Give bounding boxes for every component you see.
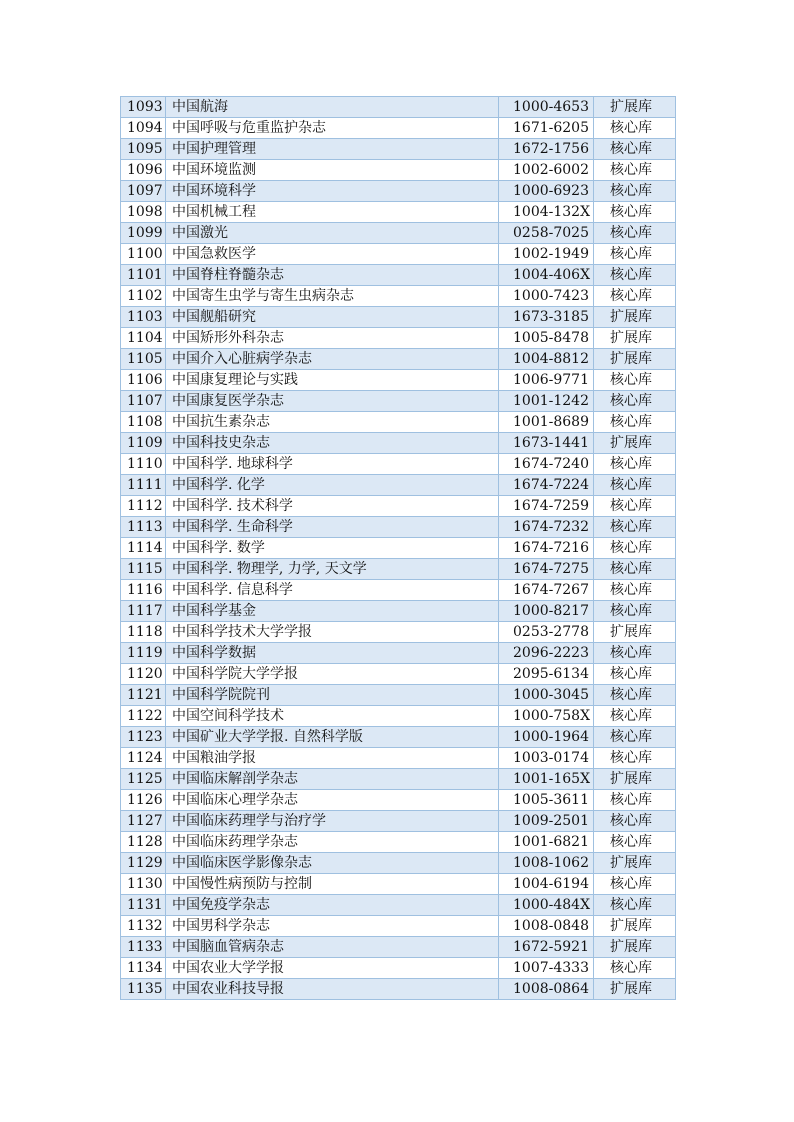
row-number-cell: 1120 bbox=[121, 664, 166, 685]
row-number-cell: 1121 bbox=[121, 685, 166, 706]
table-row bbox=[121, 391, 676, 412]
table-row bbox=[121, 601, 676, 622]
issn-cell: 1671-6205 bbox=[499, 118, 594, 139]
database-cell: 核心库 bbox=[594, 139, 676, 160]
journal-name-cell: 中国康复理论与实践 bbox=[166, 370, 499, 391]
journal-name-cell: 中国科学. 技术科学 bbox=[166, 496, 499, 517]
database-cell: 扩展库 bbox=[594, 307, 676, 328]
row-number-cell: 1132 bbox=[121, 916, 166, 937]
table-row bbox=[121, 286, 676, 307]
table-row bbox=[121, 160, 676, 181]
table-row bbox=[121, 538, 676, 559]
journal-name-cell: 中国慢性病预防与控制 bbox=[166, 874, 499, 895]
row-number-cell: 1118 bbox=[121, 622, 166, 643]
row-number-cell: 1105 bbox=[121, 349, 166, 370]
issn-cell: 1000-8217 bbox=[499, 601, 594, 622]
journal-name-cell: 中国环境监测 bbox=[166, 160, 499, 181]
journal-name-cell: 中国临床药理学杂志 bbox=[166, 832, 499, 853]
journal-name-cell: 中国科学. 地球科学 bbox=[166, 454, 499, 475]
journal-name-cell: 中国农业大学学报 bbox=[166, 958, 499, 979]
database-cell: 扩展库 bbox=[594, 769, 676, 790]
table-row bbox=[121, 454, 676, 475]
journal-name-cell: 中国科学. 物理学, 力学, 天文学 bbox=[166, 559, 499, 580]
database-cell: 核心库 bbox=[594, 664, 676, 685]
database-cell: 核心库 bbox=[594, 958, 676, 979]
database-cell: 扩展库 bbox=[594, 853, 676, 874]
table-row bbox=[121, 916, 676, 937]
table-row bbox=[121, 979, 676, 1000]
row-number-cell: 1128 bbox=[121, 832, 166, 853]
journal-name-cell: 中国介入心脏病学杂志 bbox=[166, 349, 499, 370]
table-row bbox=[121, 307, 676, 328]
issn-cell: 1008-0848 bbox=[499, 916, 594, 937]
row-number-cell: 1107 bbox=[121, 391, 166, 412]
table-row bbox=[121, 580, 676, 601]
table-row bbox=[121, 370, 676, 391]
row-number-cell: 1124 bbox=[121, 748, 166, 769]
issn-cell: 1004-6194 bbox=[499, 874, 594, 895]
table-row bbox=[121, 874, 676, 895]
row-number-cell: 1115 bbox=[121, 559, 166, 580]
table-row bbox=[121, 706, 676, 727]
database-cell: 核心库 bbox=[594, 874, 676, 895]
table-row bbox=[121, 496, 676, 517]
row-number-cell: 1104 bbox=[121, 328, 166, 349]
database-cell: 扩展库 bbox=[594, 97, 676, 118]
issn-cell: 2096-2223 bbox=[499, 643, 594, 664]
row-number-cell: 1134 bbox=[121, 958, 166, 979]
row-number-cell: 1112 bbox=[121, 496, 166, 517]
journal-name-cell: 中国舰船研究 bbox=[166, 307, 499, 328]
journal-list-body bbox=[121, 97, 676, 1000]
journal-name-cell: 中国临床心理学杂志 bbox=[166, 790, 499, 811]
database-cell: 核心库 bbox=[594, 160, 676, 181]
database-cell: 扩展库 bbox=[594, 622, 676, 643]
table-row bbox=[121, 433, 676, 454]
issn-cell: 1004-406X bbox=[499, 265, 594, 286]
table-row bbox=[121, 223, 676, 244]
row-number-cell: 1102 bbox=[121, 286, 166, 307]
database-cell: 核心库 bbox=[594, 223, 676, 244]
issn-cell: 1004-8812 bbox=[499, 349, 594, 370]
journal-name-cell: 中国科学. 生命科学 bbox=[166, 517, 499, 538]
row-number-cell: 1133 bbox=[121, 937, 166, 958]
journal-name-cell: 中国粮油学报 bbox=[166, 748, 499, 769]
table-row bbox=[121, 97, 676, 118]
table-row bbox=[121, 937, 676, 958]
issn-cell: 1674-7240 bbox=[499, 454, 594, 475]
table-row bbox=[121, 769, 676, 790]
database-cell: 扩展库 bbox=[594, 937, 676, 958]
table-row bbox=[121, 832, 676, 853]
database-cell: 核心库 bbox=[594, 706, 676, 727]
issn-cell: 0253-2778 bbox=[499, 622, 594, 643]
row-number-cell: 1126 bbox=[121, 790, 166, 811]
database-cell: 扩展库 bbox=[594, 349, 676, 370]
database-cell: 核心库 bbox=[594, 601, 676, 622]
database-cell: 核心库 bbox=[594, 244, 676, 265]
database-cell: 核心库 bbox=[594, 496, 676, 517]
journal-name-cell: 中国科学. 化学 bbox=[166, 475, 499, 496]
table-row bbox=[121, 202, 676, 223]
table-row bbox=[121, 622, 676, 643]
issn-cell: 1001-165X bbox=[499, 769, 594, 790]
issn-cell: 1000-6923 bbox=[499, 181, 594, 202]
database-cell: 核心库 bbox=[594, 412, 676, 433]
journal-name-cell: 中国寄生虫学与寄生虫病杂志 bbox=[166, 286, 499, 307]
row-number-cell: 1110 bbox=[121, 454, 166, 475]
row-number-cell: 1109 bbox=[121, 433, 166, 454]
database-cell: 核心库 bbox=[594, 559, 676, 580]
table-row bbox=[121, 328, 676, 349]
journal-name-cell: 中国农业科技导报 bbox=[166, 979, 499, 1000]
journal-name-cell: 中国科学数据 bbox=[166, 643, 499, 664]
journal-name-cell: 中国矫形外科杂志 bbox=[166, 328, 499, 349]
row-number-cell: 1095 bbox=[121, 139, 166, 160]
journal-name-cell: 中国科学院院刊 bbox=[166, 685, 499, 706]
journal-name-cell: 中国呼吸与危重监护杂志 bbox=[166, 118, 499, 139]
issn-cell: 1673-3185 bbox=[499, 307, 594, 328]
row-number-cell: 1114 bbox=[121, 538, 166, 559]
journal-name-cell: 中国抗生素杂志 bbox=[166, 412, 499, 433]
database-cell: 核心库 bbox=[594, 391, 676, 412]
row-number-cell: 1108 bbox=[121, 412, 166, 433]
issn-cell: 1005-8478 bbox=[499, 328, 594, 349]
database-cell: 核心库 bbox=[594, 811, 676, 832]
journal-name-cell: 中国科学院大学学报 bbox=[166, 664, 499, 685]
table-row bbox=[121, 811, 676, 832]
row-number-cell: 1094 bbox=[121, 118, 166, 139]
row-number-cell: 1097 bbox=[121, 181, 166, 202]
row-number-cell: 1096 bbox=[121, 160, 166, 181]
table-row bbox=[121, 790, 676, 811]
table-row bbox=[121, 244, 676, 265]
row-number-cell: 1116 bbox=[121, 580, 166, 601]
journal-name-cell: 中国康复医学杂志 bbox=[166, 391, 499, 412]
database-cell: 核心库 bbox=[594, 118, 676, 139]
row-number-cell: 1129 bbox=[121, 853, 166, 874]
row-number-cell: 1099 bbox=[121, 223, 166, 244]
issn-cell: 0258-7025 bbox=[499, 223, 594, 244]
row-number-cell: 1098 bbox=[121, 202, 166, 223]
table-row bbox=[121, 958, 676, 979]
issn-cell: 1001-6821 bbox=[499, 832, 594, 853]
issn-cell: 1003-0174 bbox=[499, 748, 594, 769]
database-cell: 核心库 bbox=[594, 643, 676, 664]
issn-cell: 2095-6134 bbox=[499, 664, 594, 685]
issn-cell: 1000-7423 bbox=[499, 286, 594, 307]
journal-name-cell: 中国环境科学 bbox=[166, 181, 499, 202]
journal-list-table bbox=[120, 96, 676, 1000]
row-number-cell: 1100 bbox=[121, 244, 166, 265]
table-row bbox=[121, 517, 676, 538]
issn-cell: 1006-9771 bbox=[499, 370, 594, 391]
journal-name-cell: 中国科学. 数学 bbox=[166, 538, 499, 559]
database-cell: 核心库 bbox=[594, 181, 676, 202]
journal-name-cell: 中国激光 bbox=[166, 223, 499, 244]
row-number-cell: 1111 bbox=[121, 475, 166, 496]
database-cell: 核心库 bbox=[594, 454, 676, 475]
issn-cell: 1005-3611 bbox=[499, 790, 594, 811]
table-row bbox=[121, 685, 676, 706]
issn-cell: 1008-0864 bbox=[499, 979, 594, 1000]
issn-cell: 1000-4653 bbox=[499, 97, 594, 118]
journal-name-cell: 中国航海 bbox=[166, 97, 499, 118]
database-cell: 核心库 bbox=[594, 202, 676, 223]
issn-cell: 1007-4333 bbox=[499, 958, 594, 979]
journal-name-cell: 中国男科学杂志 bbox=[166, 916, 499, 937]
journal-name-cell: 中国免疫学杂志 bbox=[166, 895, 499, 916]
journal-name-cell: 中国急救医学 bbox=[166, 244, 499, 265]
database-cell: 核心库 bbox=[594, 286, 676, 307]
database-cell: 扩展库 bbox=[594, 328, 676, 349]
row-number-cell: 1093 bbox=[121, 97, 166, 118]
table-row bbox=[121, 643, 676, 664]
database-cell: 核心库 bbox=[594, 517, 676, 538]
database-cell: 扩展库 bbox=[594, 979, 676, 1000]
issn-cell: 1004-132X bbox=[499, 202, 594, 223]
row-number-cell: 1117 bbox=[121, 601, 166, 622]
issn-cell: 1674-7267 bbox=[499, 580, 594, 601]
issn-cell: 1000-484X bbox=[499, 895, 594, 916]
table-row bbox=[121, 412, 676, 433]
database-cell: 核心库 bbox=[594, 370, 676, 391]
issn-cell: 1674-7275 bbox=[499, 559, 594, 580]
table-row bbox=[121, 559, 676, 580]
table-row bbox=[121, 265, 676, 286]
journal-name-cell: 中国脊柱脊髓杂志 bbox=[166, 265, 499, 286]
journal-name-cell: 中国科学. 信息科学 bbox=[166, 580, 499, 601]
database-cell: 核心库 bbox=[594, 727, 676, 748]
journal-name-cell: 中国科学技术大学学报 bbox=[166, 622, 499, 643]
journal-name-cell: 中国临床药理学与治疗学 bbox=[166, 811, 499, 832]
table-row bbox=[121, 664, 676, 685]
row-number-cell: 1127 bbox=[121, 811, 166, 832]
database-cell: 核心库 bbox=[594, 832, 676, 853]
issn-cell: 1002-6002 bbox=[499, 160, 594, 181]
journal-name-cell: 中国脑血管病杂志 bbox=[166, 937, 499, 958]
row-number-cell: 1130 bbox=[121, 874, 166, 895]
issn-cell: 1674-7224 bbox=[499, 475, 594, 496]
journal-name-cell: 中国科学基金 bbox=[166, 601, 499, 622]
database-cell: 核心库 bbox=[594, 895, 676, 916]
issn-cell: 1008-1062 bbox=[499, 853, 594, 874]
issn-cell: 1672-1756 bbox=[499, 139, 594, 160]
journal-name-cell: 中国科技史杂志 bbox=[166, 433, 499, 454]
journal-name-cell: 中国矿业大学学报. 自然科学版 bbox=[166, 727, 499, 748]
journal-name-cell: 中国护理管理 bbox=[166, 139, 499, 160]
issn-cell: 1674-7232 bbox=[499, 517, 594, 538]
issn-cell: 1674-7216 bbox=[499, 538, 594, 559]
issn-cell: 1000-1964 bbox=[499, 727, 594, 748]
table-row bbox=[121, 475, 676, 496]
table-row bbox=[121, 727, 676, 748]
journal-name-cell: 中国临床解剖学杂志 bbox=[166, 769, 499, 790]
database-cell: 核心库 bbox=[594, 685, 676, 706]
issn-cell: 1001-1242 bbox=[499, 391, 594, 412]
row-number-cell: 1125 bbox=[121, 769, 166, 790]
table-row bbox=[121, 349, 676, 370]
table-row bbox=[121, 895, 676, 916]
database-cell: 核心库 bbox=[594, 475, 676, 496]
journal-name-cell: 中国临床医学影像杂志 bbox=[166, 853, 499, 874]
issn-cell: 1002-1949 bbox=[499, 244, 594, 265]
row-number-cell: 1131 bbox=[121, 895, 166, 916]
issn-cell: 1672-5921 bbox=[499, 937, 594, 958]
row-number-cell: 1106 bbox=[121, 370, 166, 391]
table-row bbox=[121, 118, 676, 139]
table-row bbox=[121, 853, 676, 874]
issn-cell: 1009-2501 bbox=[499, 811, 594, 832]
database-cell: 核心库 bbox=[594, 748, 676, 769]
row-number-cell: 1113 bbox=[121, 517, 166, 538]
row-number-cell: 1101 bbox=[121, 265, 166, 286]
table-row bbox=[121, 139, 676, 160]
database-cell: 核心库 bbox=[594, 580, 676, 601]
row-number-cell: 1135 bbox=[121, 979, 166, 1000]
database-cell: 扩展库 bbox=[594, 916, 676, 937]
row-number-cell: 1122 bbox=[121, 706, 166, 727]
issn-cell: 1000-3045 bbox=[499, 685, 594, 706]
journal-name-cell: 中国空间科学技术 bbox=[166, 706, 499, 727]
row-number-cell: 1119 bbox=[121, 643, 166, 664]
database-cell: 核心库 bbox=[594, 790, 676, 811]
database-cell: 核心库 bbox=[594, 538, 676, 559]
issn-cell: 1673-1441 bbox=[499, 433, 594, 454]
row-number-cell: 1123 bbox=[121, 727, 166, 748]
issn-cell: 1674-7259 bbox=[499, 496, 594, 517]
row-number-cell: 1103 bbox=[121, 307, 166, 328]
database-cell: 核心库 bbox=[594, 265, 676, 286]
database-cell: 扩展库 bbox=[594, 433, 676, 454]
issn-cell: 1000-758X bbox=[499, 706, 594, 727]
table-row bbox=[121, 748, 676, 769]
table-row bbox=[121, 181, 676, 202]
issn-cell: 1001-8689 bbox=[499, 412, 594, 433]
journal-name-cell: 中国机械工程 bbox=[166, 202, 499, 223]
